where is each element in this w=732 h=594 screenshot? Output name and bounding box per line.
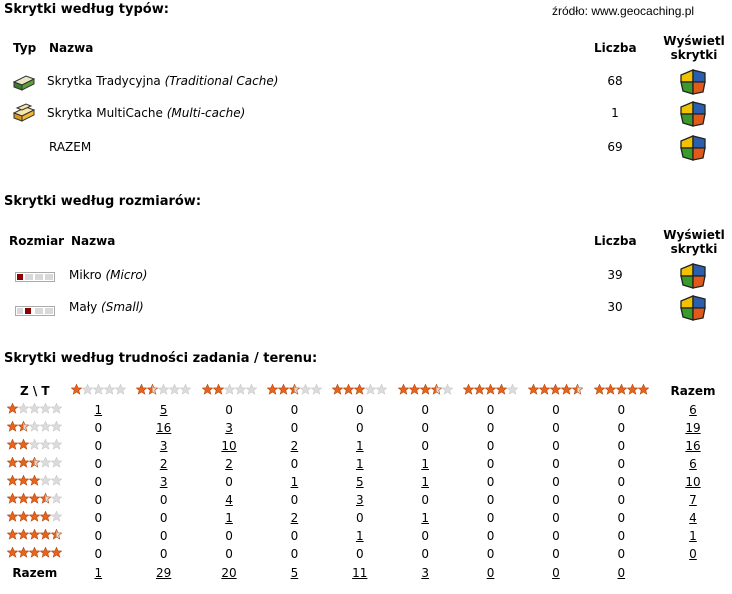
star-icon: [354, 384, 365, 395]
star-icon: [115, 384, 126, 395]
dt-cell: 0: [617, 457, 626, 471]
types-header-nazwa: Nazwa: [49, 41, 94, 55]
dt-cell[interactable]: 3: [159, 439, 168, 453]
star-icon: [51, 421, 62, 432]
dt-cell: 0: [355, 547, 364, 561]
dt-difficulty-header-1: [4, 401, 66, 419]
dt-column-total[interactable]: 5: [290, 566, 299, 580]
star-icon: [40, 475, 51, 486]
table-row: [4, 419, 732, 437]
dt-cell: 0: [552, 529, 560, 543]
star-rating-icon: [7, 529, 62, 540]
dt-cell: 0: [617, 547, 626, 561]
geocaching-logo-icon: [678, 293, 708, 323]
star-icon: [528, 384, 539, 395]
dt-cell: 0: [617, 403, 626, 417]
star-icon: [29, 403, 40, 414]
star-icon: [82, 384, 93, 395]
dt-cell[interactable]: 1: [355, 529, 364, 543]
dt-cell: 0: [94, 493, 103, 507]
types-row-total-label: RAZEM: [49, 140, 92, 154]
star-icon: [213, 384, 224, 395]
dt-cell: 0: [94, 475, 103, 489]
size-small-icon: [15, 305, 55, 319]
dt-cell[interactable]: 1: [355, 439, 364, 453]
table-row: [4, 527, 732, 545]
dt-cell: 0: [94, 439, 103, 453]
star-icon: [594, 384, 605, 395]
dt-cell: 0: [486, 529, 495, 543]
sizes-section-title: Skrytki według rozmiarów:: [4, 194, 202, 209]
table-row: [4, 491, 732, 509]
sizes-row-micro-name: [69, 268, 147, 282]
dt-corner-label: Z \ T: [19, 384, 50, 398]
table-row: [4, 509, 732, 527]
star-icon: [93, 384, 104, 395]
star-icon: [29, 547, 40, 558]
dt-terrain-header-2: [131, 381, 196, 401]
dt-cell[interactable]: 4: [225, 493, 233, 507]
dt-cell: 0: [421, 421, 429, 435]
star-icon: [300, 384, 311, 395]
star-icon: [29, 457, 40, 468]
sizes-row-small-label-en: (Small): [101, 300, 144, 314]
dt-cell: 0: [617, 475, 626, 489]
star-icon: [496, 384, 507, 395]
dt-cell: 0: [617, 493, 626, 507]
dt-cell: 0: [421, 439, 429, 453]
star-rating-icon: [71, 384, 126, 395]
dt-cell[interactable]: 16: [156, 421, 172, 435]
dt-cell: 0: [552, 511, 560, 525]
dt-column-total[interactable]: 3: [421, 566, 429, 580]
star-icon: [40, 493, 51, 504]
sizes-header-wyswietl: [662, 228, 726, 256]
dt-row-total[interactable]: 19: [685, 421, 701, 435]
dt-cell[interactable]: 1: [225, 511, 233, 525]
dt-cell: 0: [552, 475, 560, 489]
star-rating-icon: [7, 475, 62, 486]
star-icon: [202, 384, 213, 395]
dt-difficulty-header-8: [4, 527, 66, 545]
star-icon: [7, 511, 18, 522]
dt-cell: 0: [159, 493, 168, 507]
dt-cell: 0: [617, 529, 626, 543]
dt-cell[interactable]: 1: [94, 403, 103, 417]
star-icon: [29, 529, 40, 540]
star-icon: [332, 384, 343, 395]
star-icon: [40, 547, 51, 558]
star-rating-icon: [7, 493, 62, 504]
star-icon: [278, 384, 289, 395]
star-icon: [18, 493, 29, 504]
dt-row-total[interactable]: 16: [685, 439, 701, 453]
sizes-header-rozmiar: Rozmiar: [9, 234, 65, 248]
star-icon: [7, 403, 18, 414]
dt-cell: 0: [94, 457, 103, 471]
dt-cell: 0: [290, 457, 299, 471]
dt-cell: 0: [94, 421, 103, 435]
dt-cell: 0: [290, 547, 299, 561]
dt-cell: 0: [225, 529, 233, 543]
dt-cell[interactable]: 5: [159, 403, 168, 417]
star-icon: [169, 384, 180, 395]
dt-cell: 0: [290, 529, 299, 543]
dt-cell: 0: [225, 475, 233, 489]
dt-cell[interactable]: 2: [225, 457, 233, 471]
dt-terrain-header-9: [589, 381, 654, 401]
dt-cell: 0: [552, 421, 560, 435]
dt-row-total[interactable]: 6: [689, 457, 697, 471]
types-row-traditional-name: [47, 74, 278, 88]
star-icon: [235, 384, 246, 395]
dt-cell[interactable]: 2: [290, 439, 299, 453]
star-icon: [311, 384, 322, 395]
table-row: [4, 545, 732, 563]
dt-cell: 0: [159, 529, 168, 543]
dt-row-total[interactable]: 10: [685, 475, 701, 489]
dt-cell: 0: [486, 493, 495, 507]
star-rating-icon: [332, 384, 387, 395]
dt-cell: 0: [94, 511, 103, 525]
sizes-header-liczba: Liczba: [594, 234, 637, 248]
star-icon: [7, 529, 18, 540]
star-rating-icon: [528, 384, 583, 395]
dt-column-total[interactable]: 0: [552, 566, 560, 580]
star-icon: [40, 529, 51, 540]
sizes-header-wyswietl-line1: Wyświetl: [663, 228, 725, 242]
geocaching-logo-icon: [678, 67, 708, 97]
dt-cell: 0: [421, 547, 429, 561]
sizes-header-nazwa: Nazwa: [71, 234, 116, 248]
star-icon: [376, 384, 387, 395]
difficulty-terrain-table: [4, 381, 732, 583]
star-icon: [7, 547, 18, 558]
dt-cell: 0: [355, 511, 364, 525]
dt-cell: 0: [552, 439, 560, 453]
star-icon: [409, 384, 420, 395]
dt-cell[interactable]: 2: [290, 511, 299, 525]
star-icon: [572, 384, 583, 395]
sizes-row-small-count: 30: [607, 300, 623, 314]
view-caches-micro-button[interactable]: [678, 261, 708, 294]
star-rating-icon: [267, 384, 322, 395]
dt-cell[interactable]: 3: [159, 475, 168, 489]
star-rating-icon: [7, 421, 62, 432]
types-header-wyswietl-line1: Wyświetl: [663, 34, 725, 48]
star-icon: [18, 529, 29, 540]
star-icon: [507, 384, 518, 395]
dt-cell: 0: [94, 529, 103, 543]
star-icon: [40, 439, 51, 450]
star-icon: [616, 384, 627, 395]
types-row-multi-count: 1: [611, 106, 619, 120]
dt-terrain-header-8: [523, 381, 588, 401]
star-icon: [51, 511, 62, 522]
dt-terrain-header-7: [458, 381, 523, 401]
types-header-wyswietl-line2: skrytki: [670, 48, 718, 62]
types-row-total-count: 69: [607, 140, 623, 154]
dt-cell: 0: [159, 547, 168, 561]
star-icon: [104, 384, 115, 395]
dt-header-row: [4, 381, 732, 401]
sizes-row-micro-label: Mikro: [69, 268, 102, 282]
sizes-header-wyswietl-line2: skrytki: [670, 242, 718, 256]
dt-difficulty-header-9: [4, 545, 66, 563]
star-icon: [40, 457, 51, 468]
dt-cell: 0: [421, 493, 429, 507]
dt-totals-label: Razem: [12, 566, 58, 580]
star-icon: [7, 475, 18, 486]
dt-cell[interactable]: 2: [159, 457, 168, 471]
star-icon: [29, 439, 40, 450]
dt-terrain-header-3: [196, 381, 261, 401]
dt-cell[interactable]: 1: [421, 511, 429, 525]
dt-cell: 0: [486, 421, 495, 435]
dt-cell: 0: [225, 403, 233, 417]
dt-cell: 0: [225, 547, 233, 561]
star-icon: [442, 384, 453, 395]
dt-cell[interactable]: 1: [290, 475, 299, 489]
star-rating-icon: [136, 384, 191, 395]
star-rating-icon: [7, 547, 62, 558]
source-text: źródło: www.geocaching.pl: [552, 4, 695, 18]
star-icon: [51, 529, 62, 540]
star-icon: [147, 384, 158, 395]
table-row: [4, 401, 732, 419]
star-icon: [539, 384, 550, 395]
star-icon: [561, 384, 572, 395]
star-icon: [40, 511, 51, 522]
dt-cell[interactable]: 1: [421, 475, 429, 489]
size-micro-icon: [15, 271, 55, 285]
star-icon: [18, 511, 29, 522]
types-row-traditional-label-en: (Traditional Cache): [164, 74, 279, 88]
types-header-liczba: Liczba: [594, 41, 637, 55]
geocaching-logo-icon: [678, 133, 708, 163]
view-caches-multi-button[interactable]: [678, 99, 708, 132]
types-row-traditional-count: 68: [607, 74, 623, 88]
dt-cell[interactable]: 3: [355, 493, 364, 507]
star-rating-icon: [398, 384, 453, 395]
star-icon: [51, 475, 62, 486]
star-icon: [71, 384, 82, 395]
types-row-multi-label: Skrytka MultiCache: [47, 106, 163, 120]
dt-cell: 0: [486, 511, 495, 525]
star-icon: [398, 384, 409, 395]
star-icon: [18, 439, 29, 450]
star-icon: [18, 403, 29, 414]
star-icon: [158, 384, 169, 395]
star-icon: [474, 384, 485, 395]
star-icon: [18, 457, 29, 468]
table-row: [4, 437, 732, 455]
table-row: [4, 473, 732, 491]
star-icon: [638, 384, 649, 395]
star-icon: [18, 421, 29, 432]
star-icon: [51, 493, 62, 504]
star-icon: [29, 475, 40, 486]
dt-cell: 0: [290, 421, 299, 435]
geocaching-logo-icon: [678, 261, 708, 291]
dt-cell: 0: [486, 403, 495, 417]
dt-terrain-header-5: [327, 381, 392, 401]
star-icon: [136, 384, 147, 395]
star-icon: [7, 439, 18, 450]
types-row-multi-label-en: (Multi-cache): [166, 106, 246, 120]
star-icon: [51, 457, 62, 468]
star-icon: [365, 384, 376, 395]
dt-cell: 0: [355, 403, 364, 417]
view-caches-small-button[interactable]: [678, 293, 708, 326]
dt-cell: 0: [552, 493, 560, 507]
star-rating-icon: [202, 384, 257, 395]
dt-total-column-header: Razem: [670, 384, 716, 398]
dt-cell: 0: [290, 493, 299, 507]
star-icon: [289, 384, 300, 395]
types-header-wyswietl: [662, 34, 726, 62]
dt-row-total[interactable]: 1: [689, 529, 697, 543]
types-section-title: Skrytki według typów:: [4, 2, 169, 17]
dt-cell: 0: [486, 475, 495, 489]
dt-row-total[interactable]: 4: [689, 511, 697, 525]
dt-cell[interactable]: 1: [355, 457, 364, 471]
dt-cell: 0: [159, 511, 168, 525]
dt-column-total[interactable]: 0: [486, 566, 495, 580]
dt-cell: 0: [486, 439, 495, 453]
star-icon: [29, 493, 40, 504]
types-header-typ: Typ: [13, 41, 37, 55]
types-row-multi-name: [47, 106, 245, 120]
star-icon: [420, 384, 431, 395]
dt-cell[interactable]: 3: [225, 421, 233, 435]
dt-difficulty-header-7: [4, 509, 66, 527]
sizes-row-small-label: Mały: [69, 300, 98, 314]
dt-difficulty-header-4: [4, 455, 66, 473]
star-icon: [18, 475, 29, 486]
dt-row-total[interactable]: 6: [689, 403, 697, 417]
star-icon: [246, 384, 257, 395]
dt-cell[interactable]: 10: [221, 439, 237, 453]
traditional-cache-icon: [12, 70, 36, 95]
star-rating-icon: [7, 457, 62, 468]
dt-cell: 0: [552, 547, 560, 561]
dt-cell[interactable]: 5: [355, 475, 364, 489]
star-rating-icon: [7, 439, 62, 450]
sizes-row-micro-label-en: (Micro): [105, 268, 148, 282]
dt-cell: 0: [486, 457, 495, 471]
star-icon: [51, 403, 62, 414]
star-icon: [267, 384, 278, 395]
dt-difficulty-header-3: [4, 437, 66, 455]
geocaching-logo-icon: [678, 99, 708, 129]
star-icon: [18, 547, 29, 558]
sizes-row-small-name: [69, 300, 144, 314]
star-icon: [40, 403, 51, 414]
star-rating-icon: [594, 384, 649, 395]
view-caches-all-button[interactable]: [678, 133, 708, 166]
star-icon: [40, 421, 51, 432]
view-caches-traditional-button[interactable]: [678, 67, 708, 100]
dt-cell: 0: [290, 403, 299, 417]
dt-cell: 0: [421, 529, 429, 543]
star-icon: [463, 384, 474, 395]
dt-cell: 0: [486, 547, 495, 561]
multi-cache-icon: [12, 101, 36, 126]
sizes-row-micro-count: 39: [607, 268, 623, 282]
dt-cell: 0: [421, 403, 429, 417]
star-icon: [51, 439, 62, 450]
dt-totals-row: [4, 563, 732, 583]
star-icon: [51, 547, 62, 558]
star-icon: [180, 384, 191, 395]
dt-cell: 0: [94, 547, 103, 561]
dt-cell: 0: [552, 403, 560, 417]
dt-row-total[interactable]: 7: [689, 493, 697, 507]
dt-difficulty-header-6: [4, 491, 66, 509]
star-icon: [7, 421, 18, 432]
dt-difficulty-header-5: [4, 473, 66, 491]
star-rating-icon: [7, 403, 62, 414]
dt-section-title: Skrytki według trudności zadania / terenu:: [4, 351, 318, 366]
star-icon: [224, 384, 235, 395]
star-icon: [343, 384, 354, 395]
dt-terrain-header-6: [392, 381, 457, 401]
dt-cell: 0: [617, 421, 626, 435]
dt-column-total[interactable]: 0: [617, 566, 626, 580]
star-icon: [431, 384, 442, 395]
star-icon: [550, 384, 561, 395]
dt-column-total[interactable]: 11: [352, 566, 368, 580]
dt-cell: 0: [617, 439, 626, 453]
table-row: [4, 455, 732, 473]
dt-cell: 0: [552, 457, 560, 471]
dt-column-total[interactable]: 29: [156, 566, 172, 580]
dt-cell: 0: [617, 511, 626, 525]
dt-row-total[interactable]: 0: [689, 547, 697, 561]
dt-terrain-header-4: [262, 381, 327, 401]
dt-cell[interactable]: 1: [421, 457, 429, 471]
star-icon: [485, 384, 496, 395]
star-rating-icon: [463, 384, 518, 395]
star-icon: [627, 384, 638, 395]
star-icon: [29, 511, 40, 522]
dt-terrain-header-1: [66, 381, 131, 401]
types-row-traditional-label: Skrytka Tradycyjna: [47, 74, 161, 88]
dt-cell: 0: [355, 421, 364, 435]
dt-column-total[interactable]: 1: [94, 566, 103, 580]
star-icon: [7, 457, 18, 468]
star-icon: [7, 493, 18, 504]
dt-column-total[interactable]: 20: [221, 566, 237, 580]
star-icon: [605, 384, 616, 395]
star-rating-icon: [7, 511, 62, 522]
star-icon: [29, 421, 40, 432]
dt-difficulty-header-2: [4, 419, 66, 437]
